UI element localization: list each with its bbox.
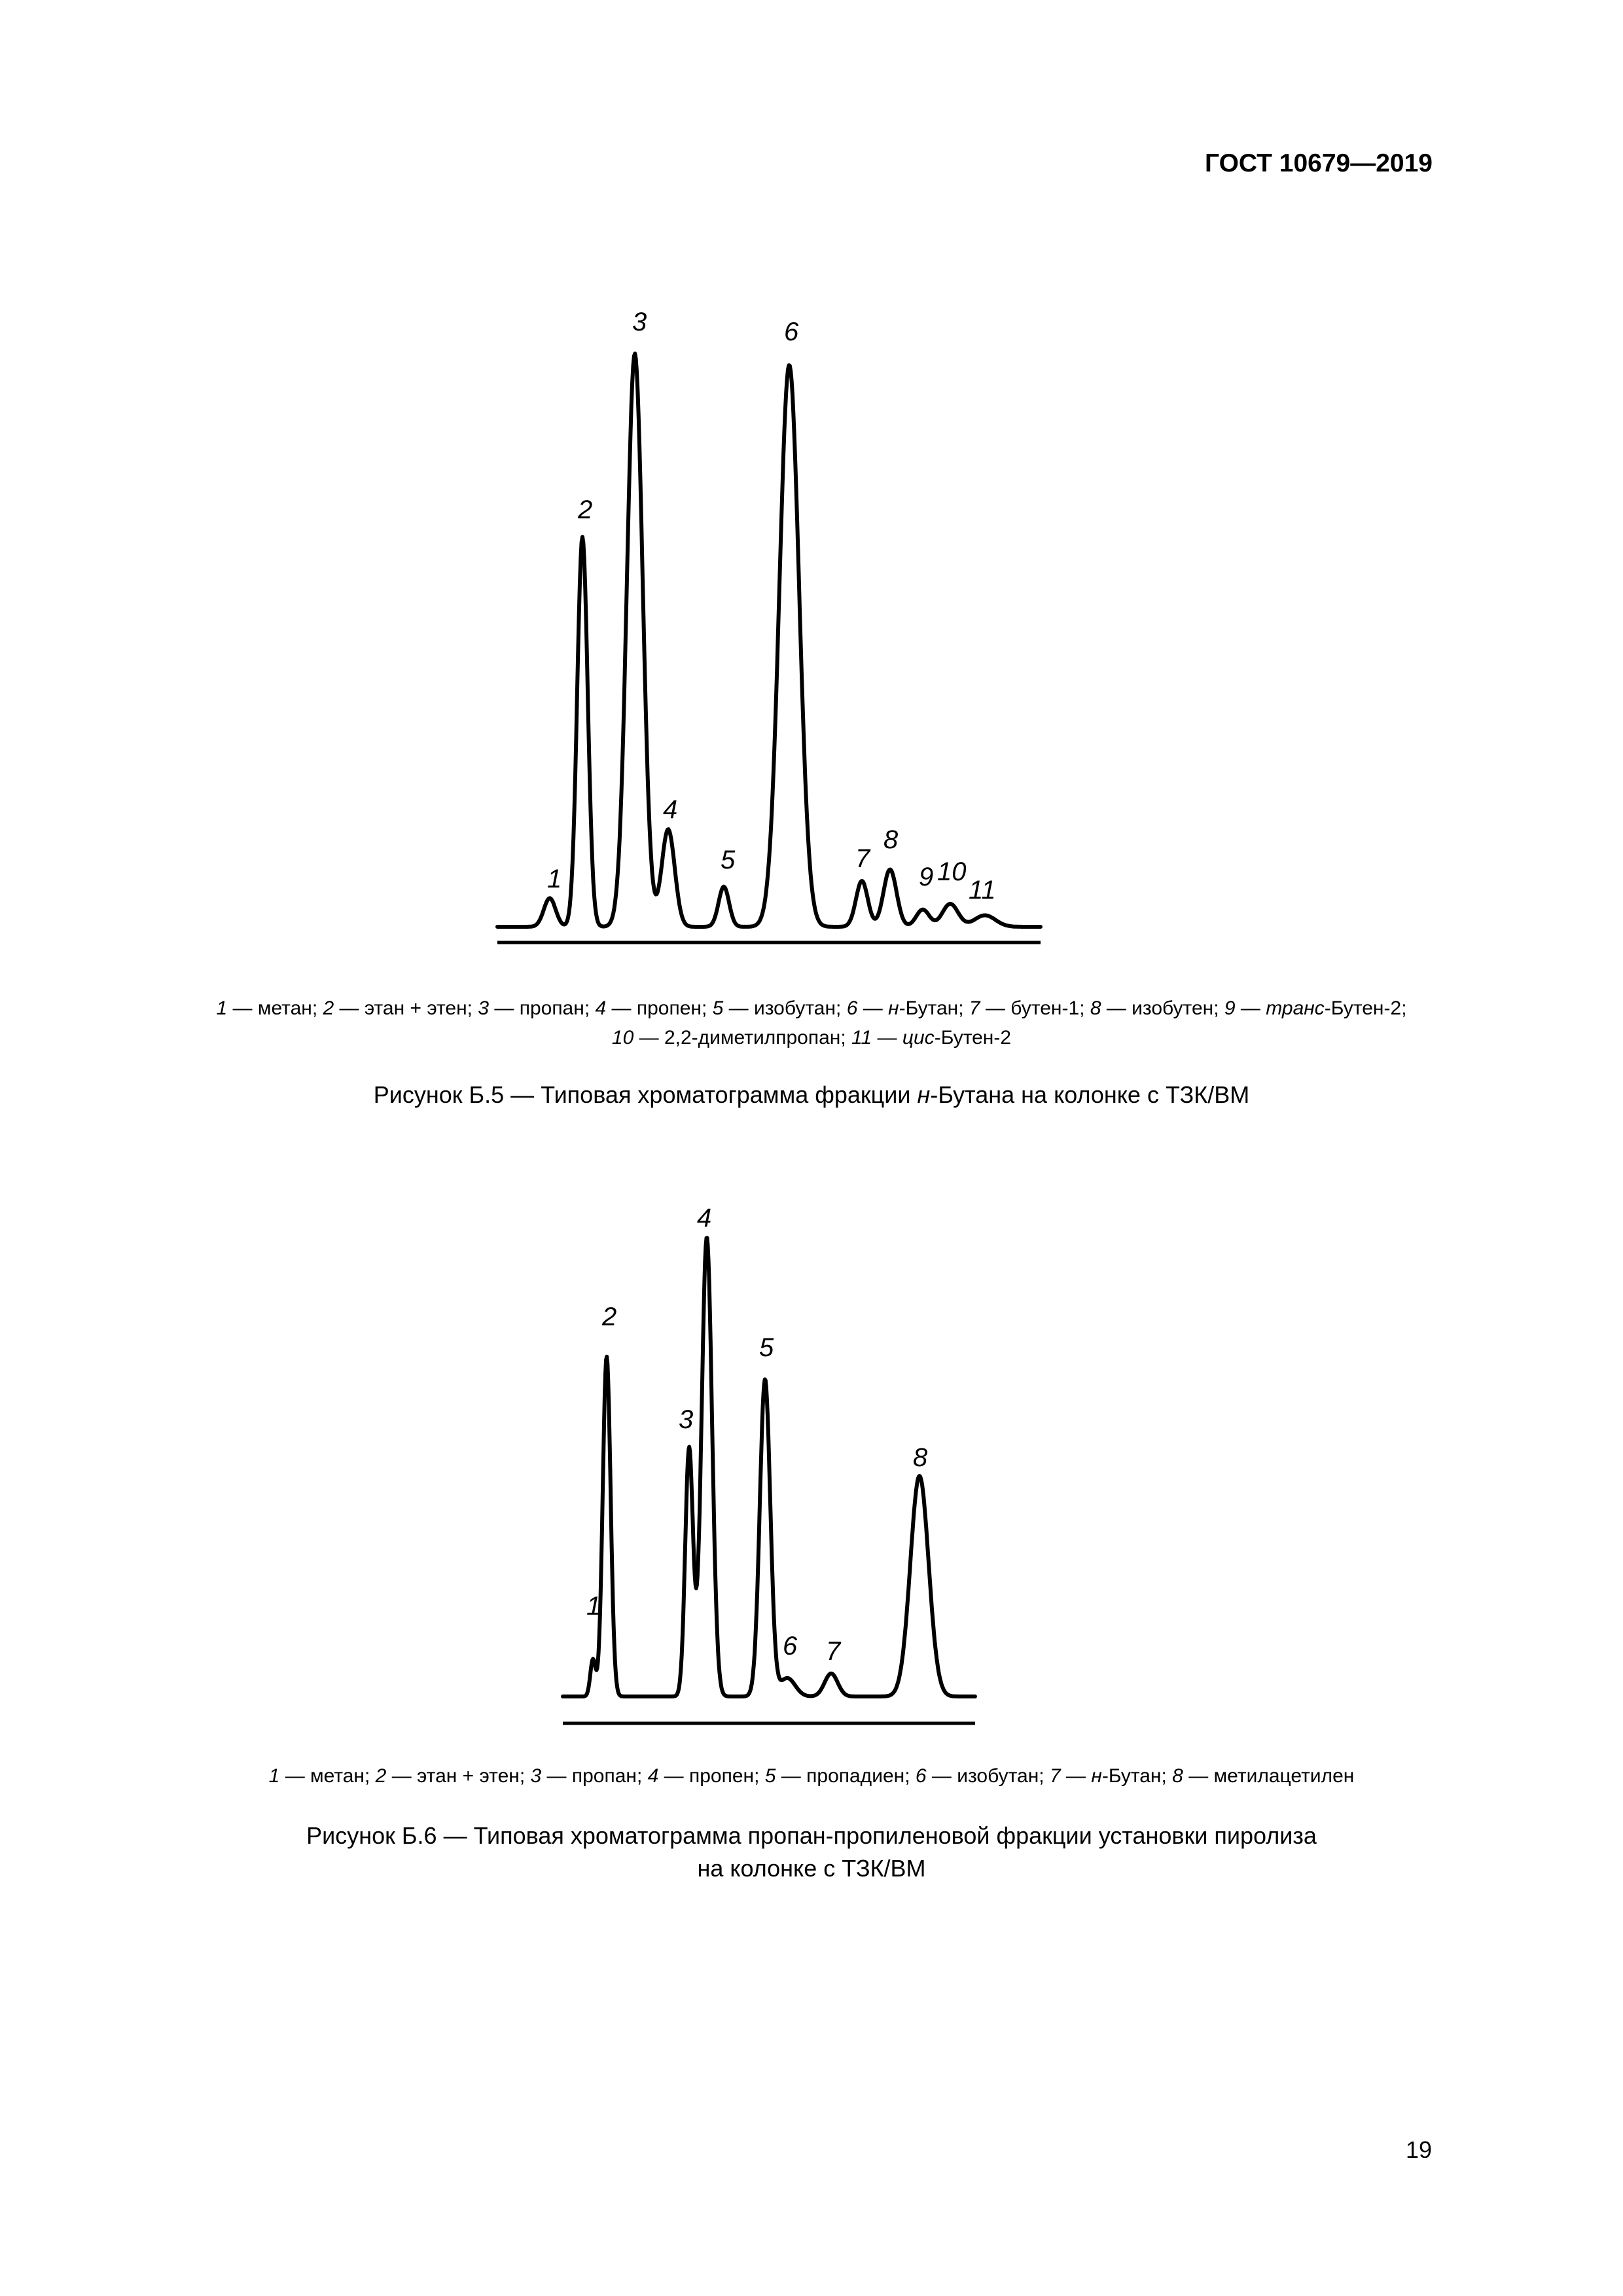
peak-label-8: 8 xyxy=(913,1443,928,1472)
legend-b5-num: 8 xyxy=(1090,997,1101,1019)
legend-b5-text: — изобутен; xyxy=(1101,997,1224,1019)
legend-b6-num: 7 xyxy=(1049,1765,1061,1787)
legend-b5-num: 7 xyxy=(969,997,980,1019)
legend-b5-text: -Бутен-2; xyxy=(1324,997,1407,1019)
legend-b6-text: — пропан; xyxy=(541,1765,648,1787)
legend-b5-num: 5 xyxy=(712,997,724,1019)
peak-label-4: 4 xyxy=(697,1204,712,1232)
legend-b5-italic: цис xyxy=(902,1027,935,1049)
peak-label-2: 2 xyxy=(602,1302,617,1331)
caption-b6-line2: на колонке с ТЗК/ВМ xyxy=(697,1855,926,1882)
caption-b5-text-after: -Бутана на колонке с ТЗК/ВМ xyxy=(930,1081,1250,1108)
peak-label-10: 10 xyxy=(937,857,967,886)
peak-label-3: 3 xyxy=(632,308,647,336)
legend-b6-text: — этан + этен; xyxy=(386,1765,531,1787)
legend-b5-text: — xyxy=(872,1027,902,1049)
legend-b5-text: — изобутан; xyxy=(723,997,847,1019)
legend-b5-num: 1 xyxy=(216,997,228,1019)
caption-b6-line1: Рисунок Б.6 — Типовая хроматограмма пропан-пропиленовой фракции установки пиролиза xyxy=(306,1822,1317,1849)
legend-b5-text: -Бутен-2 xyxy=(934,1027,1012,1049)
legend-b5-num: 4 xyxy=(595,997,607,1019)
legend-b6-text: — xyxy=(1060,1765,1092,1787)
legend-b5-num: 10 xyxy=(611,1027,634,1049)
caption-b6 xyxy=(92,1820,1531,1885)
chromatogram-trace xyxy=(497,353,1041,927)
peak-label-5: 5 xyxy=(759,1333,774,1362)
legend-b6-line1 xyxy=(92,1761,1531,1791)
legend-b5-italic: н xyxy=(888,997,899,1019)
legend-b5-line1 xyxy=(92,994,1531,1024)
peak-label-7: 7 xyxy=(826,1637,841,1666)
caption-b5-italic: н xyxy=(917,1081,931,1108)
legend-b5-text: — 2,2-диметилпропан; xyxy=(633,1027,852,1049)
legend-b6-num: 3 xyxy=(530,1765,542,1787)
legend-b5-text: -Бутан; xyxy=(899,997,969,1019)
peak-label-8: 8 xyxy=(883,825,899,854)
peak-label-3: 3 xyxy=(679,1405,694,1434)
legend-b6-text: — метилацетилен xyxy=(1183,1765,1355,1787)
page-number: 19 xyxy=(1405,2136,1432,2163)
peak-label-6: 6 xyxy=(783,1632,798,1660)
legend-b5-text: — пропен; xyxy=(606,997,713,1019)
caption-b5 xyxy=(92,1079,1531,1111)
legend-b5-text: — метан; xyxy=(227,997,323,1019)
chromatogram-b6 xyxy=(563,1204,975,1723)
legend-b6-num: 5 xyxy=(764,1765,776,1787)
peak-label-5: 5 xyxy=(721,846,736,874)
legend-b6-num: 2 xyxy=(375,1765,387,1787)
legend-b5-text: — этан + этен; xyxy=(334,997,478,1019)
peak-label-7: 7 xyxy=(855,844,870,873)
legend-b5-num: 6 xyxy=(846,997,858,1019)
legend-b6-text: — изобутан; xyxy=(926,1765,1050,1787)
legend-b6-text: — пропен; xyxy=(658,1765,765,1787)
legend-b6-num: 8 xyxy=(1172,1765,1183,1787)
legend-b6-num: 4 xyxy=(647,1765,659,1787)
caption-b5-text-before: Рисунок Б.5 — Типовая хроматограмма фракции xyxy=(373,1081,918,1108)
legend-b5-text: — xyxy=(857,997,889,1019)
peak-label-9: 9 xyxy=(919,863,934,891)
legend-b6-num: 6 xyxy=(915,1765,927,1787)
peak-label-1: 1 xyxy=(547,865,562,893)
legend-b5-text: — пропан; xyxy=(489,997,596,1019)
legend-b5-num: 9 xyxy=(1224,997,1236,1019)
legend-b5-num: 3 xyxy=(478,997,490,1019)
peak-label-6: 6 xyxy=(784,317,799,346)
legend-b5-text: — xyxy=(1235,997,1266,1019)
legend-b6-text: — пропадиен; xyxy=(776,1765,916,1787)
peak-label-1: 1 xyxy=(586,1592,601,1621)
peak-label-11: 11 xyxy=(969,876,996,905)
peak-label-2: 2 xyxy=(578,495,593,524)
document-number: ГОСТ 10679—2019 xyxy=(1205,149,1433,177)
legend-b6-num: 1 xyxy=(268,1765,280,1787)
legend-b5-num: 2 xyxy=(323,997,334,1019)
peak-label-4: 4 xyxy=(663,795,678,824)
legend-b5-italic: транс xyxy=(1266,997,1325,1019)
legend-b6-text: -Бутан; xyxy=(1101,1765,1173,1787)
legend-b5-line2 xyxy=(92,1023,1531,1053)
legend-b5-text: — бутен-1; xyxy=(980,997,1090,1019)
legend-b6-italic: н xyxy=(1091,1765,1102,1787)
legend-b5-num: 11 xyxy=(851,1027,872,1049)
legend-b6-text: — метан; xyxy=(279,1765,376,1787)
chromatogram-b5 xyxy=(497,308,1041,942)
